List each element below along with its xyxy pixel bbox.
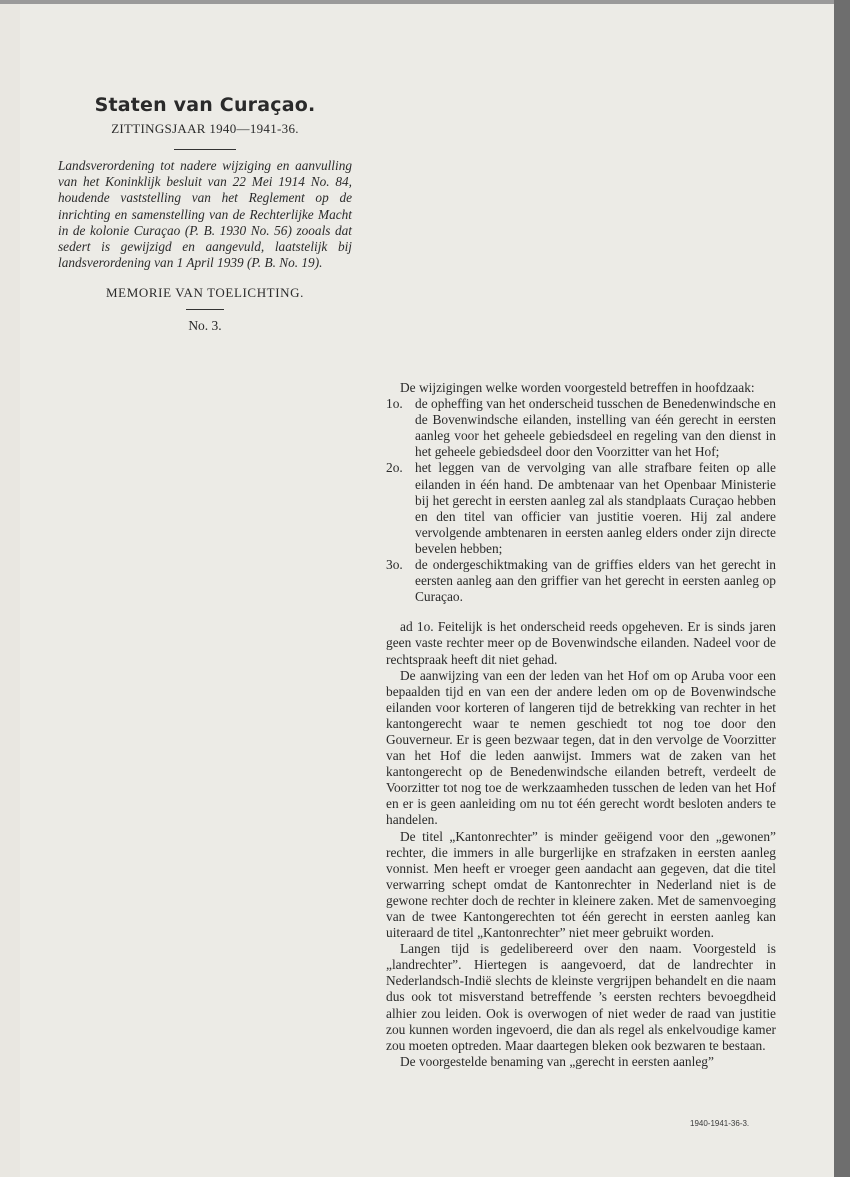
spacer (386, 605, 776, 619)
list-item-text: de ondergeschiktmaking van de griffies elders van het gerecht in eersten aanleg aan den griffier van het gerecht in eersten aanleg op Curaçao. (415, 557, 776, 605)
list-item-number: 3o. (386, 557, 403, 573)
footer-code: 1940-1941-36-3. (690, 1119, 750, 1128)
intro-paragraph: De wijzigingen welke worden voorgesteld betreffen in hoofdzaak: (400, 380, 755, 395)
header-block (55, 92, 355, 334)
paragraph: ad 1o. Feitelijk is het onderscheid reeds opgeheven. Er is sinds jaren geen vaste rechter meer op de Bovenwindsche eilanden. Nadeel voor de rechtspraak heeft dit niet gehad. (386, 619, 776, 667)
ordinance-subject: Landsverordening tot nadere wijziging en aanvulling van het Koninklijk besluit van 22 Mei 1914 No. 84, houdende vaststelling van het Reglement op de inrichting en samenstelling van de Rechterlijke Macht in de kolonie Curaçao (P. B. 1930 No. 56) zooals dat sedert is gewijzigd en aangevuld, laatstelijk bij landsverordening van 1 April 1939 (P. B. No. 19). (58, 158, 352, 271)
paragraph: De voorgestelde benaming van „gerecht in eersten aanleg” (400, 1053, 714, 1069)
scan-edge-right (834, 0, 850, 1177)
list-item (386, 396, 776, 460)
session-year: ZITTINGSJAAR 1940—1941-36. (111, 121, 299, 136)
list-item-number: 2o. (386, 460, 403, 476)
document-number: No. 3. (188, 318, 222, 334)
body-text (386, 380, 776, 1070)
paragraph: Langen tijd is gedelibereerd over den naam. Voorgesteld is „landrechter”. Hiertegen is aangevoerd, dat de landrechter in Nederlandsch-Indië slechts de kleinste vergrijpen behandelt en die naam dus ook tot misverstand betreffende ’s eersten rechters bevoegdheid alhier zou leiden. Ook is overwogen of niet weder de raad van justitie zou kunnen worden ingevoerd, die dan als regel als enkelvoudige kamer zou moeten optreden. Maar daartegen bleken ook bezwaren te bestaan. (386, 941, 776, 1053)
list-item (386, 460, 776, 557)
paragraph: De aanwijzing van een der leden van het Hof om op Aruba voor een bepaalden tijd en van een der andere leden om op de Bovenwindsche eilanden voor korteren of langeren tijd de betrekking van rechter in het kantongerecht waar te nemen geschiedt tot nog toe door den Gouverneur. Er is geen bezwaar tegen, dat in den vervolge de Voorzitter van het Hof die leden aanwijst. Immers wat de zaken van het kantongerecht op de Benedenwindsche eilanden betreft, verdeelt de Voorzitter tot nog toe de werkzaamheden tusschen de leden van het Hof en er is geen aanleiding om nu tot één gerecht wordt besloten anders te handelen. (386, 667, 776, 828)
points-list (386, 396, 776, 605)
list-item-number: 1o. (386, 396, 403, 412)
list-item (386, 557, 776, 605)
document-title: Staten van Curaçao. (94, 94, 316, 116)
list-item-text: het leggen van de vervolging van alle strafbare feiten op alle eilanden in één hand. De ambtenaar van het Openbaar Ministerie bij het gerecht in eersten aanleg zal als standplaats Curaçao hebben en den titel van officier van justitie voeren. Hij zal andere vervolgende ambtenaren in eersten aanleg elders onder zijn directe bevelen hebben; (415, 460, 776, 556)
list-item-text: de opheffing van het onderscheid tusschen de Benedenwindsche en de Bovenwindsche eilanden, instelling van één gerecht in eersten aanleg voor het geheele gebiedsdeel en regeling van den dienst in het geheele gebiedsdeel door den Voorzitter van het Hof; (415, 396, 776, 460)
divider (186, 309, 224, 310)
memorie-heading: MEMORIE VAN TOELICHTING. (106, 285, 304, 301)
divider (174, 149, 236, 150)
paragraph: De titel „Kantonrechter” is minder geëigend voor den „gewonen” rechter, die immers in alle burgerlijke en strafzaken in eersten aanleg vonnist. Men heeft er vroeger geen aandacht aan gegeven, dat die titel verwarring schept omdat de Kantonrechter in Nederland niet is de gewone rechter doch de rechter in kleinere zaken. Met de samenvoeging van de twee Kantongerechten tot één gerecht in eersten aanleg kan uiteraard de titel „Kantonrechter” niet meer gebruikt worden. (386, 828, 776, 941)
